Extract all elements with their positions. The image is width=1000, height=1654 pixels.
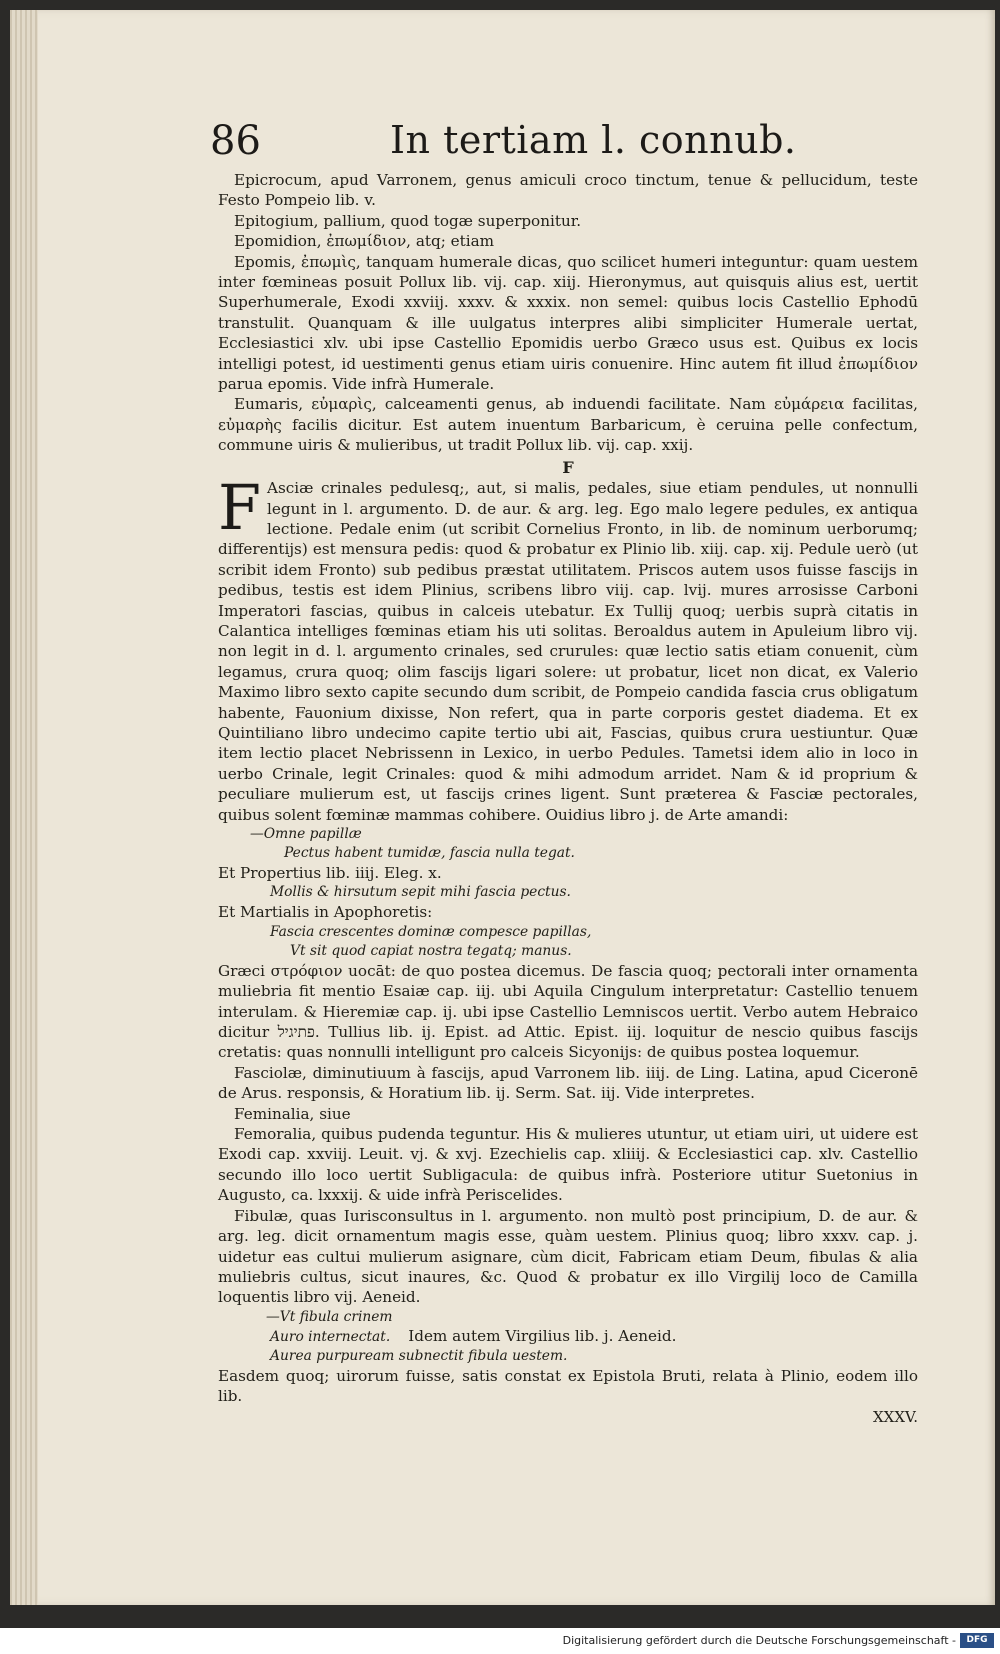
verse-line: Aurea purpuream subnectit fibula uestem.: [270, 1347, 568, 1364]
verse-text: Auro internectat.: [270, 1328, 391, 1345]
paragraph: Epomidion, ἐπωμίδιον, atq; etiam: [234, 232, 495, 251]
paragraph: Fibulæ, quas Iurisconsultus in l. argumento. non multò post principium, D. de aur. & arg. leg. dicit ornamentum magis esse, quàm uestem. Plinius quoq; libro xxxv. cap. j. uidetur eas cultui mulierum asignare, cùm dicit, Fabricam etiam Deum, fibulas & alia muliebris cultus, sicut inaures, &c. Quod & probatur ex illo Virgilij loco de Camilla loquentis libro vij. Aeneid.: [218, 1206, 918, 1307]
section-letter: F: [562, 457, 574, 477]
verse-line: Vt sit quod capiat nostra tegatq; manus.: [290, 942, 572, 959]
drop-cap: F: [218, 471, 262, 545]
paragraph: Fasciolæ, diminutiuum à fascijs, apud Varronem lib. iiij. de Ling. Latina, apud Ciceronē de Arus. responsis, & Horatium lib. ij. Serm. Sat. iij. Vide interpretes.: [218, 1063, 918, 1103]
verse-line: —Vt fibula crinem: [266, 1308, 393, 1325]
running-head: In tertiam l. connub.: [390, 118, 797, 162]
paragraph: Feminalia, siue: [234, 1104, 351, 1123]
catchword: XXXV.: [872, 1407, 918, 1426]
page-gutter: [10, 10, 38, 1605]
paragraph-dropcap: [218, 471, 918, 825]
paragraph: Et Martialis in Apophoretis:: [218, 903, 433, 922]
text-body: [218, 170, 918, 1427]
book-page: [10, 10, 995, 1605]
funding-credit: Digitalisierung gefördert durch die Deutsche Forschungsgemeinschaft -: [562, 1634, 956, 1647]
paragraph: Femoralia, quibus pudenda teguntur. His & mulieres utuntur, ut etiam uiri, ut uidere est Exodi cap. xxviij. Leuit. vj. & xvj. Ezechielis cap. xliiij. & Ecclesiastici cap. xlv. Castellio secundo illo loco uertit Subligacula: de quibus infrà. Posteriore utitur Suetonius in Augusto, ca. lxxxij. & uide infrà Periscelides.: [218, 1125, 918, 1205]
verse-line: Mollis & hirsutum sepit mihi fascia pectus.: [270, 884, 571, 901]
page-header: [210, 118, 930, 168]
dfg-logo: DFG: [960, 1633, 994, 1648]
paragraph: Eumaris, εὐμαρὶς, calceamenti genus, ab induendi facilitate. Nam εὐμάρεια facilitas, εὐμαρὴς facilis dicitur. Est autem inuentum Barbaricum, è ceruina pelle confectum, commune uiris & mulieribus, ut tradit Pollux lib. vij. cap. xxij.: [218, 395, 918, 455]
footer-bar: [0, 1628, 1000, 1654]
paragraph: Et Propertius lib. iiij. Eleg. x.: [218, 864, 442, 882]
inline-citation: Idem autem Virgilius lib. j. Aeneid.: [408, 1326, 677, 1345]
paragraph: Epomis, ἐπωμὶς, tanquam humerale dicas, quo scilicet humeri integuntur: quam uestem inter fœmineas posuit Pollux lib. vij. cap. xiij. Hieronymus, aut quisquis alius est, uertit Superhumerale, Exodi xxviij. xxxv. & xxxix. non semel: quibus locis Castellio Ephodū transtulit. Quanquam & ille uulgatus interpres alibi simpliciter Humerale uertat, Ecclesiastici xlv. ubi ipse Castellio Epomidis uerbo Græco usus est. Quibus ex locis intelligi potest, id uestimenti genus etiam uiris conuenire. Hinc autem fit illud ἐπωμίδιον parua epomis. Vide infrà Humerale.: [218, 252, 918, 394]
paragraph: Græci στρόφιον uocāt: de quo postea dicemus. De fascia quoq; pectorali inter ornamenta muliebria fit mentio Esaiæ cap. iij. ubi Aquila Cingulum interpretatur: Castellio tenuem interulam. & Hieremiæ cap. ij. ubi ipse Castellio Lemniscos uertit. Verbo autem Hebraico dicitur פתיגיל. Tullius lib. ij. Epist. ad Attic. Epist. iij. loquitur de nescio quibus fascijs cretatis: quas nonnulli intelligunt pro calceis Sicyonijs: de quibus postea loquemur.: [218, 961, 918, 1062]
verse-line: Fascia crescentes dominæ compesce papillas,: [270, 923, 592, 940]
verse-line: Pectus habent tumidæ, fascia nulla tegat.: [284, 845, 575, 861]
verse-line: —Omne papillæ: [250, 826, 362, 842]
page-number: 86: [210, 118, 261, 164]
paragraph: Epitogium, pallium, quod togæ superponitur.: [234, 211, 582, 230]
verse-line: [218, 1327, 918, 1347]
paragraph: Easdem quoq; uirorum fuisse, satis constat ex Epistola Bruti, relata à Plinio, eodem illo lib.: [218, 1366, 918, 1406]
paragraph: Epicrocum, apud Varronem, genus amiculi croco tinctum, tenue & pellucidum, teste Festo Pompeio lib. v.: [218, 171, 918, 210]
paragraph-text: Asciæ crinales pedulesq;, aut, si malis, pedales, siue etiam pendules, ut nonnulli legunt in l. argumento. D. de aur. & arg. leg. Ego malo legere pedules, ex antiqua lectione. Pedale enim (ut scribit Cornelius Fronto, in lib. de nominum uerborumq; differentijs) est mensura pedis: quod & probatur ex Plinio lib. xiij. cap. xij. Pedule uerò (ut scribit idem Fronto) sub pedibus præstat utilitatem. Priscos autem usos fuisse fascijs in pedibus, testis est idem Plinius, scribens libro viij. cap. lvij. mures arrosisse Carboni Imperatori fascias, quibus in calceis utebatur. Ex Tullij quoq; uerbis suprà citatis in Calantica intelliges fœminas etiam his uti solitas. Beroaldus autem in Apuleium libro vij. non legit in d. l. argumento crinales, sed crurules: quæ lectio satis etiam conuenit, cùm legamus, crura quoq; olim fascijs ligari solere: ut probatur, licet non dicat, ex Valerio Maximo libro sexto capite secundo dum scribit, de Pompeio candida fascia crus obligatum habente, Fauonium dixisse, Non refert, qua in parte corporis gestet diadema. Et ex Quintiliano libro undecimo capite tertio ubi ait, Fascias, quibus crura uestiuntur. Quæ item lectio placet Nebrissenn in Lexico, in uerbo Pedules. Tametsi idem alio in loco in uerbo Crinale, legit Crinales: quod & mihi admodum arridet. Nam & id proprium & peculiare mulierum est, ut fascijs crines ligent. Sunt præterea & Fasciæ pectorales, quibus solent fœminæ mammas cohibere. Ouidius libro j. de Arte amandi:: [218, 479, 918, 824]
